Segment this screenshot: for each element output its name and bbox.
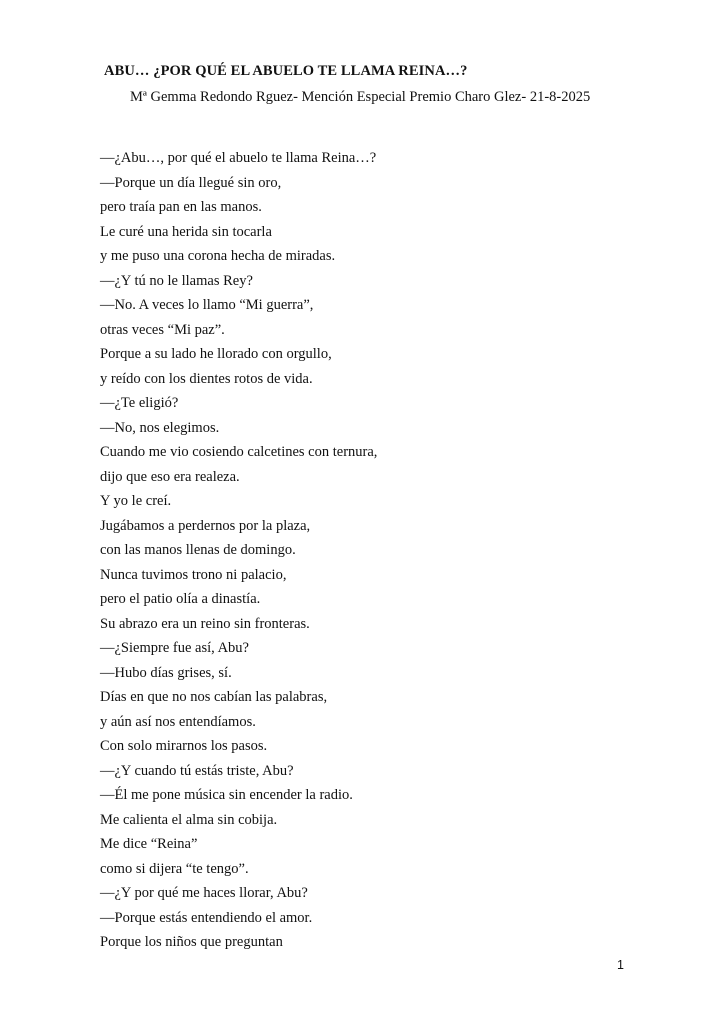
poem-line: —Porque estás entendiendo el amor. — [100, 909, 313, 926]
poem-body — [100, 148, 377, 957]
poem-line: —¿Te eligió? — [100, 395, 179, 411]
poem-subtitle: Mª Gemma Redondo Rguez- Mención Especial Premio Charo Glez- 21-8-2025 — [130, 89, 591, 105]
poem-line: Días en que no nos cabían las palabras, — [100, 689, 328, 705]
poem-line: —¿Y por qué me haces llorar, Abu? — [100, 885, 308, 901]
poem-line: Su abrazo era un reino sin fronteras. — [100, 615, 310, 632]
poem-line: —¿Y tú no le llamas Rey? — [100, 272, 253, 289]
poem-line: y aún así nos entendíamos. — [100, 713, 256, 730]
poem-line: Jugábamos a perdernos por la plaza, — [100, 517, 311, 534]
poem-line: Cuando me vio cosiendo calcetines con ternura, — [100, 444, 378, 460]
poem-line: —No. A veces lo llamo “Mi guerra”, — [100, 297, 314, 313]
poem-line: Porque los niños que preguntan — [100, 934, 283, 950]
poem-line: Le curé una herida sin tocarla — [100, 223, 272, 240]
poem-line: pero traía pan en las manos. — [100, 199, 262, 215]
poem-line: como si dijera “te tengo”. — [100, 860, 249, 877]
poem-line: Me calienta el alma sin cobija. — [100, 811, 278, 828]
poem-line: —Hubo días grises, sí. — [100, 664, 232, 681]
poem-line: —Él me pone música sin encender la radio. — [100, 787, 353, 803]
poem-line: —¿Abu…, por qué el abuelo te llama Reina…? — [100, 150, 377, 166]
poem-line: —No, nos elegimos. — [100, 419, 220, 436]
page-number: 1 — [617, 958, 624, 972]
poem-line: Y yo le creí. — [100, 493, 172, 509]
poem-line: y me puso una corona hecha de miradas. — [100, 248, 336, 264]
poem-line: —Porque un día llegué sin oro, — [100, 174, 282, 191]
poem-line: Me dice “Reina” — [100, 836, 198, 852]
poem-line: —¿Y cuando tú estás triste, Abu? — [100, 762, 294, 779]
poem-line: dijo que eso era realeza. — [100, 468, 240, 485]
poem-line: y reído con los dientes rotos de vida. — [100, 370, 313, 387]
poem-line: pero el patio olía a dinastía. — [100, 591, 261, 607]
poem-line: con las manos llenas de domingo. — [100, 542, 296, 558]
poem-line: —¿Siempre fue así, Abu? — [100, 640, 249, 656]
poem-line: Con solo mirarnos los pasos. — [100, 738, 268, 754]
poem-line: Nunca tuvimos trono ni palacio, — [100, 566, 287, 583]
poem-line: otras veces “Mi paz”. — [100, 321, 225, 338]
poem-line: Porque a su lado he llorado con orgullo, — [100, 346, 332, 362]
poem-title: ABU… ¿POR QUÉ EL ABUELO TE LLAMA REINA…? — [104, 63, 468, 79]
